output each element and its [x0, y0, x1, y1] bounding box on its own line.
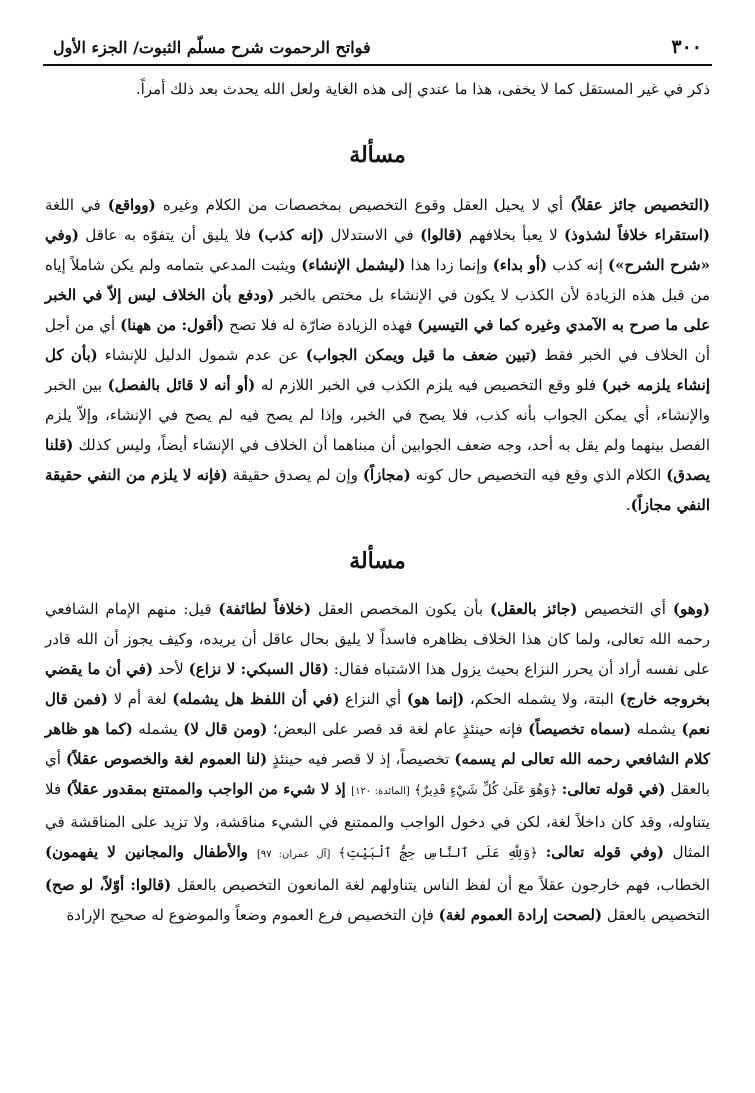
text-run: التخصيص بالعقل: [602, 906, 710, 924]
bold-run: (في أن ما يقضي بخروجه خارج): [45, 660, 710, 708]
bold-run: (فإنه لا يلزم من النفي حقيقة النفي مجازاً): [45, 466, 710, 514]
text-run: أي بالعقل: [45, 750, 711, 798]
bold-run: (جائز بالعقل): [490, 600, 578, 618]
text-run: فهذه الزيادة ضارّة له فلا تصح: [224, 316, 418, 334]
bold-run: (وفي «شرح الشرح»): [45, 226, 710, 274]
bold-run: (سماه تخصيصاً): [528, 720, 632, 738]
bold-run: (إنما هو): [406, 690, 465, 708]
bold-run: (ودفع بأن الخلاف ليس إلاّ في الخبر على ما صرح به الآمدي وغيره كما في التيسير): [45, 286, 711, 334]
quran-verse: ﴿وَلِلَّهِ عَلَى ٱلنَّاسِ حِجُّ ٱلْبَيْتِ﴾: [330, 846, 546, 861]
bold-run: (وهو): [672, 600, 710, 618]
text-run: البتة، ولا يشمله الحكم،: [464, 690, 620, 708]
bold-run: (تبين ضعف ما قيل ويمكن الجواب): [305, 346, 538, 364]
section-heading-2: مسألة: [349, 548, 406, 574]
bold-run: (وفي قوله تعالى:: [545, 843, 664, 861]
bold-run: (مجازاً): [362, 466, 411, 484]
text-run: فإن التخصيص فرع العموم وضعاً والموضوع له صحيح الإرادة: [66, 906, 439, 924]
verse-reference: [آل عمران: ٩٧]: [256, 849, 331, 860]
text-run: فلا يتناوله، وقد كان داخلاً لغة، لكن في دخول الواجب والممتنع في الشيء مناقشة، ولا تزيد على المناقشة في المثال: [45, 780, 711, 861]
quran-verse: ﴿وَهُوَ عَلَىٰ كُلِّ شَيْءٍ قَدِيرٌ﴾: [409, 783, 562, 798]
text-run: يشمله: [132, 720, 184, 738]
text-run: يشمله: [631, 720, 682, 738]
text-run: ذكر في غير المستقل كما لا يخفى، هذا ما عندي إلى هذه الغاية ولعل الله يحدث بعد ذلك أمراً.: [135, 80, 710, 98]
text-run: الخطاب، فهم خارجون عقلاً مع أن لفظ الناس يتناولهم لغة المانعون التخصيص بالعقل: [171, 876, 710, 894]
bold-run: (إنه كذب): [257, 226, 325, 244]
bold-run: (خلافاً لطائفة): [218, 600, 312, 618]
text-run: لا يعبأ بخلافهم: [462, 226, 565, 244]
text-run: أي لا يحيل العقل وقوع التخصيص بمخصصات من الكلام وغيره: [155, 196, 571, 214]
text-run: بين الخبر والإنشاء، أي يمكن الجواب بأنه كذب، فلا يصح في الخبر، وإذا لم يصح فيه لم يصح في الإنشاء، وإلاّ يلزم الفصل بينهما ولم يقل به أحد، وجه ضعف الجوابين أن مبناهما أن الخلاف في الإنشاء أيضاً، وليس كذلك: [45, 376, 710, 454]
bold-run: (قال السبكي: لا نزاع): [188, 660, 329, 678]
section-heading-1: مسألة: [349, 142, 406, 168]
page-number: ٣٠٠: [671, 36, 702, 58]
bold-run: (فمن قال نعم): [45, 690, 711, 738]
paragraph-specialization-validity: [45, 190, 710, 520]
bold-run: إذ لا شيء من الواجب والممتنع بمقدور عقلاً): [66, 780, 352, 798]
text-run: تخصيصاً، إذ لا قصر فيه حينئذٍ: [267, 750, 455, 768]
text-run: أي النزاع: [339, 690, 407, 708]
bold-run: (بأن كل إنشاء يلزمه خبر): [45, 346, 710, 394]
bold-run: (في أن اللفظ هل يشمله): [172, 690, 340, 708]
text-run: الكلام الذي وقع فيه التخصيص حال كونه: [410, 466, 667, 484]
text-run: بأن يكون المخصص العقل: [311, 600, 491, 618]
text-run: قيل: منهم الإمام الشافعي رحمه الله تعالى، ولما كان هذا الخلاف بظاهره فاسداً لا يليق بحال عاقل أن يريده، وكيف يجوز أن الله قادر على نفسه أراد أن يحرر النزاع بحيث يزول هذا الاشتباه فقال:: [45, 600, 711, 678]
text-run: عن عدم شمول الدليل للإنشاء: [97, 346, 306, 364]
bold-run: (قالوا): [420, 226, 463, 244]
bold-run: (التخصيص جائز عقلاً): [570, 196, 711, 214]
paragraph-intro: [45, 74, 710, 104]
text-run: لأحد: [153, 660, 189, 678]
text-run: أي التخصيص: [577, 600, 673, 618]
bold-run: (استقراء خلافاً لشذوذ): [564, 226, 711, 244]
bold-run: (أو أنه لا قائل بالفصل): [107, 376, 256, 394]
text-run: أي من أجل أن الخلاف في الخبر فقط: [45, 316, 710, 364]
text-run: إنه كذب: [547, 256, 608, 274]
bold-run: (أقول: من ههنا): [120, 316, 225, 334]
text-run: فإنه حينئذٍ عام لغة قد قصر على البعض؛: [267, 720, 529, 738]
text-run: لغة أم لا: [108, 690, 173, 708]
bold-run: (وواقع): [107, 196, 156, 214]
text-run: فلا يليق أن يتفوّه به عاقل: [79, 226, 258, 244]
bold-run: والأطفال والمجانين لا يفهمون): [45, 843, 257, 861]
text-run: فلو وقع التخصيص فيه يلزم الكذب في الخبر اللازم له: [255, 376, 602, 394]
text-run: في الاستدلال: [324, 226, 421, 244]
header-rule: [43, 64, 712, 66]
bold-run: (لنا العموم لغة والخصوص عقلاً): [65, 750, 268, 768]
paragraph-specialization-by-reason: [45, 594, 710, 930]
text-run: .: [625, 496, 631, 514]
bold-run: (ومن قال لا): [183, 720, 268, 738]
text-run: في اللغة: [45, 196, 108, 214]
bold-run: (كما هو ظاهر كلام الشافعي رحمه الله تعالى لم يسمه): [45, 720, 711, 768]
book-title: فواتح الرحموت شرح مسلّم الثبوت/ الجزء الأول: [53, 38, 371, 57]
bold-run: (لصحت إرادة العموم لغة): [438, 906, 603, 924]
bold-run: (أو بداء): [492, 256, 548, 274]
bold-run: (قالوا: أوّلاً، لو صح): [45, 876, 172, 894]
text-run: وإنما زدا هذا: [405, 256, 493, 274]
bold-run: (قلنا يصدق): [45, 436, 710, 484]
bold-run: (ليشمل الإنشاء): [301, 256, 406, 274]
bold-run: (في قوله تعالى:: [561, 780, 666, 798]
text-run: وإن لم يصدق حقيقة: [227, 466, 363, 484]
verse-reference: [المائدة: ١٢٠]: [351, 786, 410, 797]
text-run: ويثبت المدعي بتمامه ولم يكن شاملاً إياه من قبل هذه الزيادة لأن الكذب لا يكون في الإنشاء بل مختص بالخبر: [45, 256, 710, 304]
running-header: [45, 36, 710, 64]
